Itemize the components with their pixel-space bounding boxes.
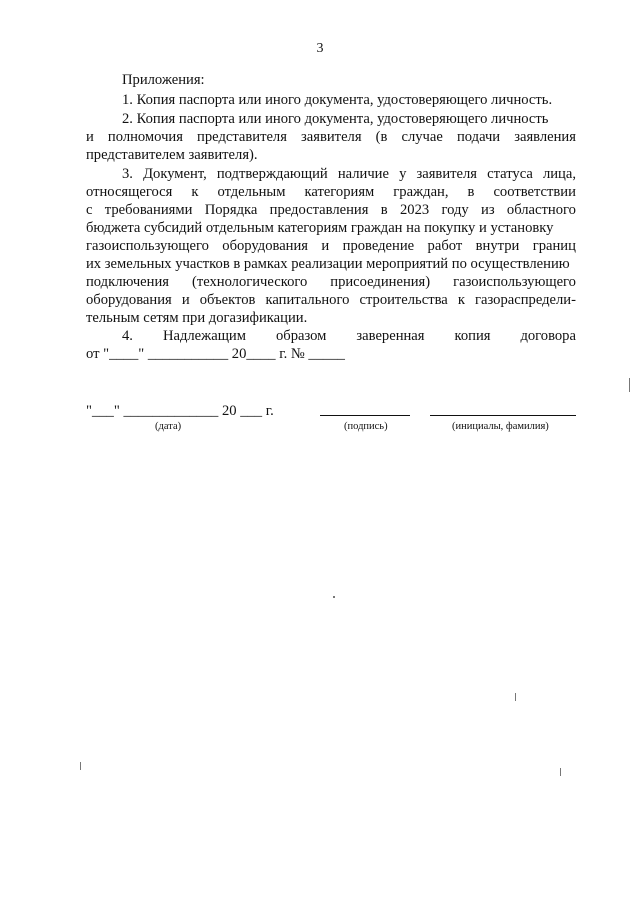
word: Документ, bbox=[143, 166, 207, 182]
word: отдельным bbox=[217, 184, 286, 200]
attachment-item-3-line-4: бюджета субсидий отдельным категориям граждан на покупку и установку bbox=[86, 220, 554, 236]
name-line bbox=[430, 402, 576, 421]
word: газораспредели- bbox=[475, 292, 576, 308]
word: статуса bbox=[487, 166, 533, 182]
attachment-item-3-line-3 bbox=[86, 201, 576, 219]
scan-speck bbox=[629, 378, 630, 392]
scan-speck bbox=[560, 768, 561, 776]
attachment-item-3-line-5 bbox=[86, 237, 576, 255]
word: случае bbox=[401, 129, 443, 145]
attachments-heading: Приложения: bbox=[122, 72, 205, 88]
word: предоставления bbox=[269, 202, 369, 218]
word: и bbox=[86, 129, 94, 145]
attachment-item-2-line-1: 2. Копия паспорта или иного документа, удостоверяющего личность bbox=[122, 111, 549, 127]
word: в bbox=[467, 184, 475, 200]
word: заявителя bbox=[301, 129, 362, 145]
word: договора bbox=[520, 328, 576, 344]
word: заявителя bbox=[416, 166, 477, 182]
word: 3. bbox=[122, 166, 133, 182]
scan-speck bbox=[80, 762, 81, 770]
word: соответствии bbox=[493, 184, 576, 200]
word: присоединения) bbox=[330, 274, 431, 290]
page-number: 3 bbox=[316, 41, 324, 56]
attachment-item-3-line-6: их земельных участков в рамках реализации мероприятий по осуществлению bbox=[86, 256, 570, 272]
word: и bbox=[181, 292, 190, 308]
word: требованиями bbox=[104, 202, 193, 218]
word: подачи bbox=[456, 129, 501, 145]
attachment-item-4-line-1 bbox=[122, 327, 576, 345]
word: с bbox=[86, 202, 93, 218]
word: заверенная bbox=[356, 328, 425, 344]
attachment-item-3-line-9: тельным сетям при догазификации. bbox=[86, 310, 308, 326]
word: газоиспользующего bbox=[86, 238, 209, 254]
word: (в bbox=[375, 129, 388, 145]
word: работ bbox=[427, 238, 463, 254]
date-caption: (дата) bbox=[155, 421, 182, 432]
word: и bbox=[321, 238, 330, 254]
word: в bbox=[380, 202, 388, 218]
word: относящегося bbox=[86, 184, 173, 200]
word: оборудования bbox=[86, 292, 172, 308]
word: полномочия bbox=[107, 129, 183, 145]
signature-caption: (подпись) bbox=[344, 421, 388, 432]
word: оборудования bbox=[222, 238, 309, 254]
word: у bbox=[399, 166, 407, 182]
attachment-item-1: 1. Копия паспорта или иного документа, удостоверяющего личность. bbox=[122, 92, 553, 108]
word: к bbox=[191, 184, 199, 200]
word: Порядка bbox=[204, 202, 258, 218]
word: из bbox=[481, 202, 495, 218]
word: подключения bbox=[86, 274, 169, 290]
word: объектов bbox=[199, 292, 256, 308]
attachment-item-3-line-1 bbox=[122, 165, 576, 183]
word: строительства bbox=[359, 292, 448, 308]
word: газоиспользующего bbox=[453, 274, 576, 290]
attachment-item-3-line-2 bbox=[86, 183, 576, 201]
word: 4. bbox=[122, 328, 133, 344]
word: образом bbox=[275, 328, 327, 344]
word: категориям bbox=[304, 184, 375, 200]
word: представителя bbox=[197, 129, 287, 145]
word: к bbox=[457, 292, 465, 308]
word: заявления bbox=[514, 129, 576, 145]
word: подтверждающий bbox=[216, 166, 328, 182]
word: (технологического bbox=[191, 274, 308, 290]
word: году bbox=[441, 202, 469, 218]
attachment-item-2-line-2 bbox=[86, 128, 576, 146]
word: внутри bbox=[475, 238, 520, 254]
word: проведение bbox=[342, 238, 415, 254]
word: 2023 bbox=[399, 202, 430, 218]
word: Надлежащим bbox=[162, 328, 246, 344]
attachment-item-4-line-2: от "____" ___________ 20____ г. № _____ bbox=[86, 346, 345, 362]
word: лица, bbox=[542, 166, 576, 182]
word: копия bbox=[454, 328, 491, 344]
attachment-item-2-line-3: представителем заявителя). bbox=[86, 147, 258, 163]
word: границ bbox=[532, 238, 576, 254]
date-field: "___" _____________ 20 ___ г. bbox=[86, 403, 274, 419]
scan-speck bbox=[515, 693, 516, 701]
attachment-item-3-line-7 bbox=[86, 273, 576, 291]
scan-speck bbox=[333, 596, 335, 598]
attachment-item-3-line-8 bbox=[86, 291, 576, 309]
word: областного bbox=[506, 202, 576, 218]
word: капитального bbox=[265, 292, 350, 308]
word: граждан, bbox=[393, 184, 449, 200]
signature-line bbox=[320, 402, 410, 421]
word: наличие bbox=[337, 166, 389, 182]
name-caption: (инициалы, фамилия) bbox=[452, 421, 549, 432]
